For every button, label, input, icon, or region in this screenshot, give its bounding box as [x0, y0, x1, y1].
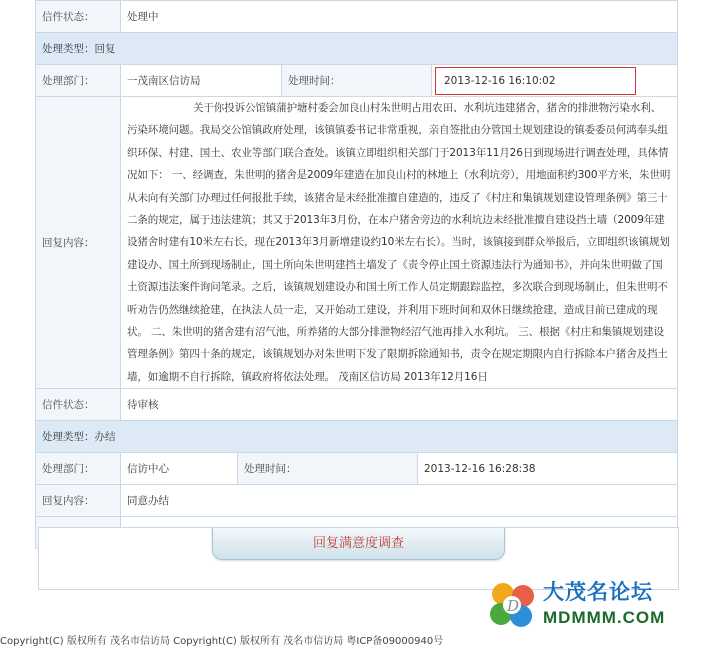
reply-content2-label: 回复内容： — [36, 485, 121, 517]
dept-label: 处理部门： — [36, 65, 121, 97]
time2-label: 处理时间： — [238, 453, 418, 485]
process-type-row — [36, 33, 678, 65]
reply-content2-value: 同意办结 — [121, 485, 678, 517]
process-type-value: 回复 — [94, 43, 116, 55]
process-type2-header — [36, 421, 678, 453]
dept2-value: 信访中心 — [121, 453, 238, 485]
processing-record-table — [35, 0, 678, 453]
dept-time-row — [36, 65, 678, 97]
process-type2-value: 办结 — [94, 431, 116, 444]
status2-row — [36, 389, 678, 421]
footer-copyright: Copyright(C) 版权所有 茂名市信访局 Copyright(C) 版权所有 茂名市信访局 粤ICP备09000940号 — [0, 636, 444, 647]
process-type2-label: 处理类型： — [42, 431, 95, 444]
logo-title: 大茂名论坛 — [543, 579, 653, 604]
logo-url: MDMMM.COM — [543, 608, 666, 627]
process-type2-row — [36, 421, 678, 453]
reply-content2-row — [36, 485, 678, 517]
status-value: 处理中 — [121, 1, 678, 33]
forum-watermark-logo — [487, 578, 675, 634]
reply-content-label: 回复内容： — [36, 97, 121, 389]
time-cell — [432, 65, 678, 97]
dept2-label: 处理部门： — [36, 453, 121, 485]
time2-value: 2013-12-16 16:28:38 — [418, 453, 678, 485]
svg-text:D: D — [507, 597, 520, 615]
status-row — [36, 1, 678, 33]
status2-label: 信件状态： — [36, 389, 121, 421]
time-label: 处理时间： — [282, 65, 432, 97]
dept-value: 一茂南区信访局 — [121, 65, 282, 97]
process-type-header — [36, 33, 678, 65]
status-label: 信件状态： — [36, 1, 121, 33]
reply-content-row — [36, 97, 678, 389]
letter-detail-panel — [35, 0, 678, 549]
reply-content-text: 关于你投诉公馆镇蒲护塘村委会加良山村朱世明占用农田、水利坑违建猪舍，猪舍的排泄物污染水利、污染环境问题。我局交公馆镇政府处理，该镇镇委书记非常重视，亲自签批由分管国土规划建设的镇委委员何鸿奉头组织环保、村建、国土、农业等部门联合查处。该镇立即组织相关部门于2013年11月26日到现场进行调查处理，具体情况如下： 一、经调查，朱世明的猪舍是2009年建造在加良山村的林地上（水利坑旁），用地面积约300平方米，朱世明从未向有关部门办理过任何报批手续，该猪舍是未经批准擅自建造的，违反了《村庄和集镇规划建设管理条例》第三十二条的规定，属于违法建筑；其又于2013年3月份，在本户猪舍旁边的水利坑边未经批准擅自建设挡土墙（2009年建设猪舍时建有10米左右长，现在2013年3月新增建设约10米左右长）。当时，该镇接到群众举报后，立即组织该镇规划建设办、国土所到现场制止，国土所向朱世明建挡土墙发了《责令停止国土资源违法行为通知书》，并向朱世明做了国土资源违法案件询问笔录。之后，该镇规划建设办和国土所工作人员定期跟踪监控，多次联合到现场制止，但朱世明不听劝告仍然继续抢建，在执法人员一走，又开始动工建设，并利用下班时间和双休日继续抢建，造成目前已建成的现状。 二、朱世明的猪舍建有沼气池，所养猪的大部分排泄物经沼气池再排入水利坑。 三、根据《村庄和集镇规划建设管理条例》第四十条的规定，该镇规划办对朱世明下发了限期拆除通知书，责令在规定期限内自行拆除本户猪舍及挡土墙，如逾期不自行拆除，镇政府将依法处理。 茂南区信访局 2013年12月16日 — [127, 102, 671, 383]
clover-logo-icon — [487, 580, 539, 634]
dept-time2-row — [36, 453, 678, 485]
reply-content-cell — [121, 97, 678, 389]
time-value-highlight: 2013-12-16 16:10:02 — [435, 67, 636, 95]
satisfaction-survey-button[interactable]: 回复满意度调查 — [212, 528, 505, 560]
status2-value: 待审核 — [121, 389, 678, 421]
process-type-label: 处理类型： — [42, 43, 95, 55]
